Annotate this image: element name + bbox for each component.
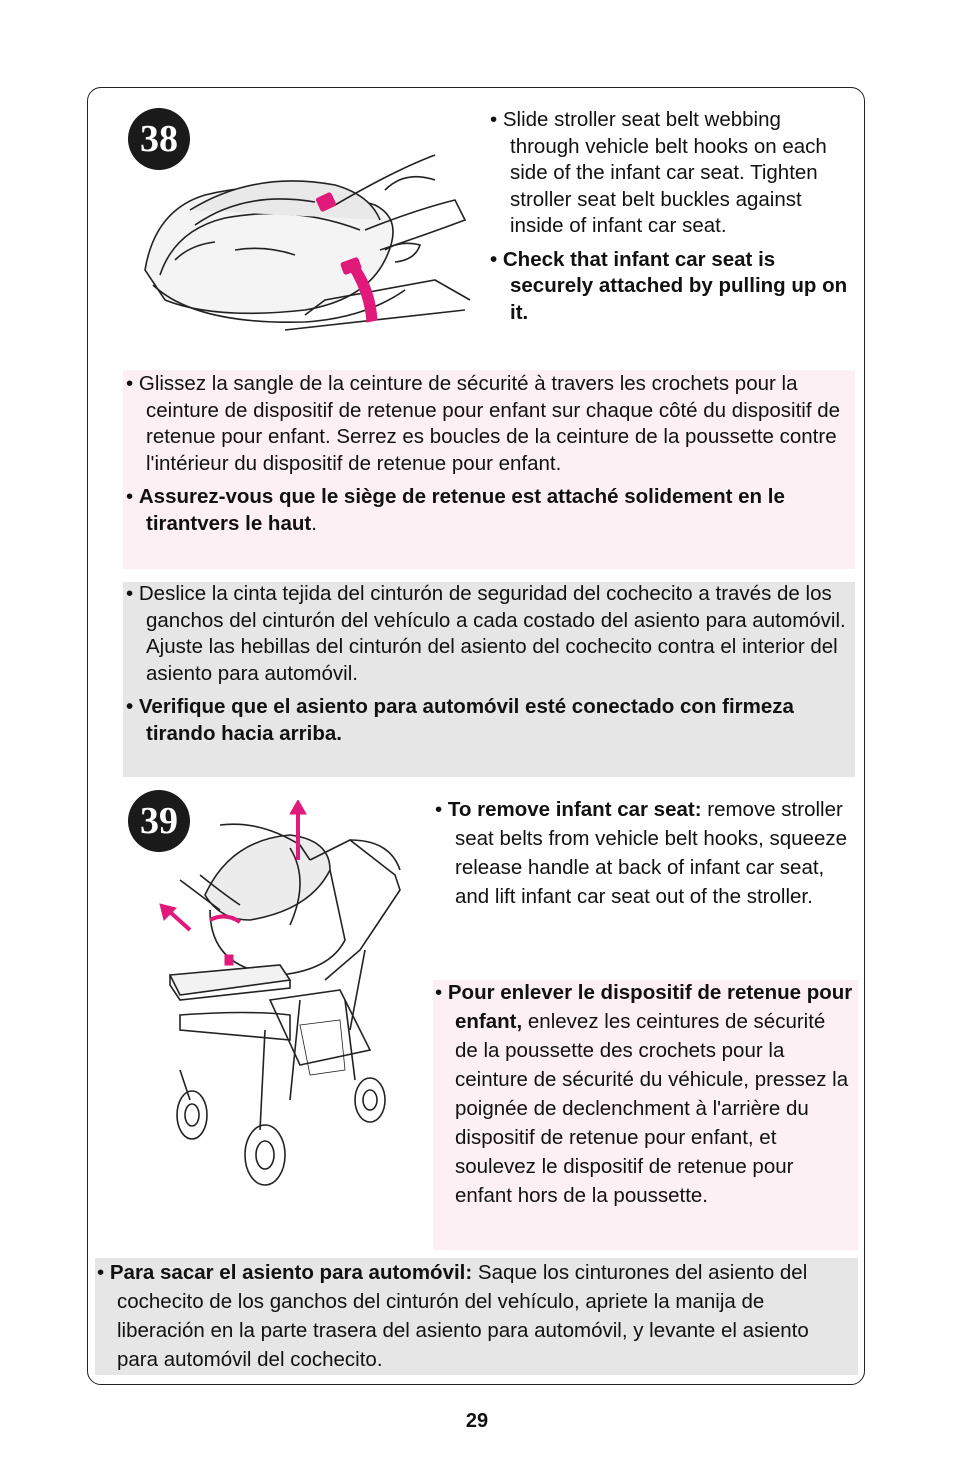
step-38-badge: 38	[128, 108, 190, 170]
step-38-en-text: Slide stroller seat belt webbing through vehicle belt hooks on each side of the infant car seat. Tighten stroller seat belt buckles against inside of infant car seat.	[502, 108, 827, 237]
step-38-fr-check-end: .	[311, 511, 317, 535]
step-39-en-instruction: • To remove infant car seat: remove stroller seat belts from vehicle belt hooks, squeeze release handle at back of infant car seat, and lift infant car seat out of the stroller.	[435, 798, 847, 908]
step-39-en-text: remove stroller seat belts from vehicle belt hooks, squeeze release handle at back of infant car seat, and lift infant car seat out of the stroller.	[455, 798, 847, 908]
step-39-es-text: Saque los cinturones del asiento del cochecito de los ganchos del cinturón del vehículo, apriete la manija de liberación en la parte trasera del asiento para automóvil, y levante el asiento para automóvil del cochecito.	[117, 1261, 809, 1371]
step-38-illustration	[135, 150, 475, 345]
page-number: 29	[465, 1410, 489, 1432]
step-38-en-check-text: Check that infant car seat is securely attached by pulling up on it.	[502, 247, 848, 324]
step-38-fr-check: • Assurez-vous que le siège de retenue est attaché solidement en le tirantvers le haut.	[126, 485, 785, 535]
step-39-es-instruction: • Para sacar el asiento para automóvil: Saque los cinturones del asiento del cochecito de los ganchos del cinturón del vehículo, apriete la manija de liberación en la parte trasera del asiento para automóvil, y levante el asiento para automóvil del cochecito.	[97, 1261, 809, 1371]
step-39-illustration	[150, 800, 420, 1190]
step-38-es-instruction: • Deslice la cinta tejida del cinturón de seguridad del cochecito a través de los ganchos del cinturón del vehículo a cada costado del asiento para automóvil. Ajuste las hebillas del cinturón del asiento del cochecito contra el interior del asiento para automóvil.	[126, 582, 846, 685]
step-39-fr-text: enlevez les ceintures de sécurité de la poussette des crochets pour la ceinture de sécurité du véhicule, pressez la poignée de declenchment à l'arrière du dispositif de retenue pour enfant, et soulevez le dispositif de retenue pour enfant hors de la poussette.	[455, 1010, 849, 1207]
step-38-es-check-text: Verifique que el asiento para automóvil esté conectado con firmeza tirando hacia arriba.	[138, 695, 794, 745]
step-38-en-check: • Check that infant car seat is securely attached by pulling up on it.	[490, 247, 848, 324]
step-38-fr-check-text: Assurez-vous que le siège de retenue est attaché solidement en le tirantvers le haut	[138, 485, 785, 535]
step-38-fr-instruction: • Glissez la sangle de la ceinture de sécurité à travers les crochets pour la ceinture de dispositif de retenue pour enfant sur chaque côté du dispositif de retenue pour enfant. Serrez es boucles de la ceinture de la poussette contre l'intérieur du dispositif de retenue pour enfant.	[126, 372, 841, 475]
step-39-badge: 39	[128, 790, 190, 852]
step-38-fr-text: Glissez la sangle de la ceinture de sécurité à travers les crochets pour la ceinture de dispositif de retenue pour enfant sur chaque côté du dispositif de retenue pour enfant. Serrez es boucles de la ceinture de la poussette contre l'intérieur du dispositif de retenue pour enfant.	[138, 372, 841, 475]
step-39-fr-instruction: • Pour enlever le dispositif de retenue pour enfant, enlevez les ceintures de sécurité de la poussette des crochets pour la ceinture de sécurité du véhicule, pressez la poignée de declenchment à l'arrière du dispositif de retenue pour enfant, et soulevez le dispositif de retenue pour enfant hors de la poussette.	[435, 981, 853, 1207]
step-39-en-heading: To remove infant car seat:	[447, 798, 702, 821]
step-38-en-instruction: • Slide stroller seat belt webbing through vehicle belt hooks on each side of the infant car seat. Tighten stroller seat belt buckles against inside of infant car seat.	[490, 108, 827, 237]
step-39-fr-heading: Pour enlever le dispositif de retenue pour enfant,	[447, 981, 853, 1033]
step-38-es-check: • Verifique que el asiento para automóvil esté conectado con firmeza tirando hacia arriba.	[126, 695, 794, 745]
step-38-es-text: Deslice la cinta tejida del cinturón de seguridad del cochecito a través de los ganchos del cinturón del vehículo a cada costado del asiento para automóvil. Ajuste las hebillas del cinturón del asiento del cochecito contra el interior del asiento para automóvil.	[138, 582, 846, 685]
step-39-es-heading: Para sacar el asiento para automóvil:	[109, 1261, 473, 1284]
